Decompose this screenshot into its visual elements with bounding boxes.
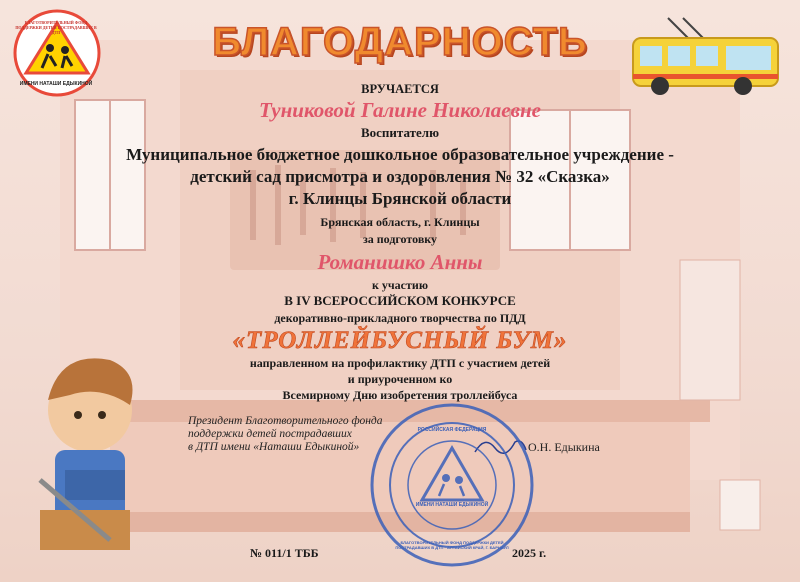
certificate-number: № 011/1 ТББ [250, 546, 319, 560]
stamp-inner-text: РОССИЙСКАЯ ФЕДЕРАЦИЯ [417, 427, 487, 433]
region-line: Брянская область, г. Клинцы [320, 215, 480, 229]
for-prep-label: за подготовку [362, 232, 438, 246]
institution-line-2: детский сад присмотра и оздоровления № 32 «Сказка» [190, 167, 610, 186]
fund-logo-caption: ИМЕНИ НАТАШИ ЕДЫКИНОЙ [19, 81, 93, 87]
signatory-line-3: в ДТП имени «Наташи Едыкиной» [188, 441, 360, 453]
institution-line-3: г. Клинцы Брянской области [288, 189, 512, 208]
stamp-outer-text: БЛАГОТВОРИТЕЛЬНЫЙ ФОНД ПОДДЕРЖКИ ДЕТЕЙ ПОСТРАДАВШИХ В ДТП · АЛТАЙСКИЙ КРАЙ, Г. БАРНАУЛ [395, 540, 509, 550]
signatory-name: О.Н. Едыкина [528, 440, 600, 454]
purpose-line-2: и приуроченном ко [347, 372, 453, 386]
recipient-name: Туниковой Галине Николаевне [258, 98, 541, 122]
purpose-line-1: направленном на профилактику ДТП с участием детей [249, 356, 551, 370]
participation-label: к участию [372, 278, 428, 292]
certificate-title: БЛАГОДАРНОСТЬ [212, 20, 588, 64]
contest-name: «ТРОЛЛЕЙБУСНЫЙ БУМ» [232, 327, 568, 354]
contest-kind: декоративно-прикладного творчества по ПДД [274, 311, 526, 325]
signatory-line-2: поддержки детей пострадавших [188, 428, 352, 440]
stamp-center-text: ИМЕНИ НАТАШИ ЕДЫКИНОЙ [415, 502, 489, 508]
awarded-label: ВРУЧАЕТСЯ [361, 82, 439, 96]
signatory-title [188, 415, 382, 454]
recipient-position: Воспитателю [360, 125, 439, 140]
contest-line: В IV ВСЕРОССИЙСКОМ КОНКУРСЕ [284, 293, 516, 308]
signatory-line-1: Президент Благотворительного фонда [188, 415, 383, 427]
fund-logo-arc-text: БЛАГОТВОРИТЕЛЬНЫЙ ФОНД ПОДДЕРЖКИ ДЕТЕЙ ПОСТРАДАВШИХ В ДТП [15, 20, 97, 35]
student-name: Романишко Анны [317, 250, 483, 274]
certificate-year: 2025 г. [512, 546, 547, 560]
institution-line-1: Муниципальное бюджетное дошкольное образовательное учреждение - [126, 145, 674, 164]
purpose-line-3: Всемирному Дню изобретения троллейбуса [282, 388, 518, 402]
